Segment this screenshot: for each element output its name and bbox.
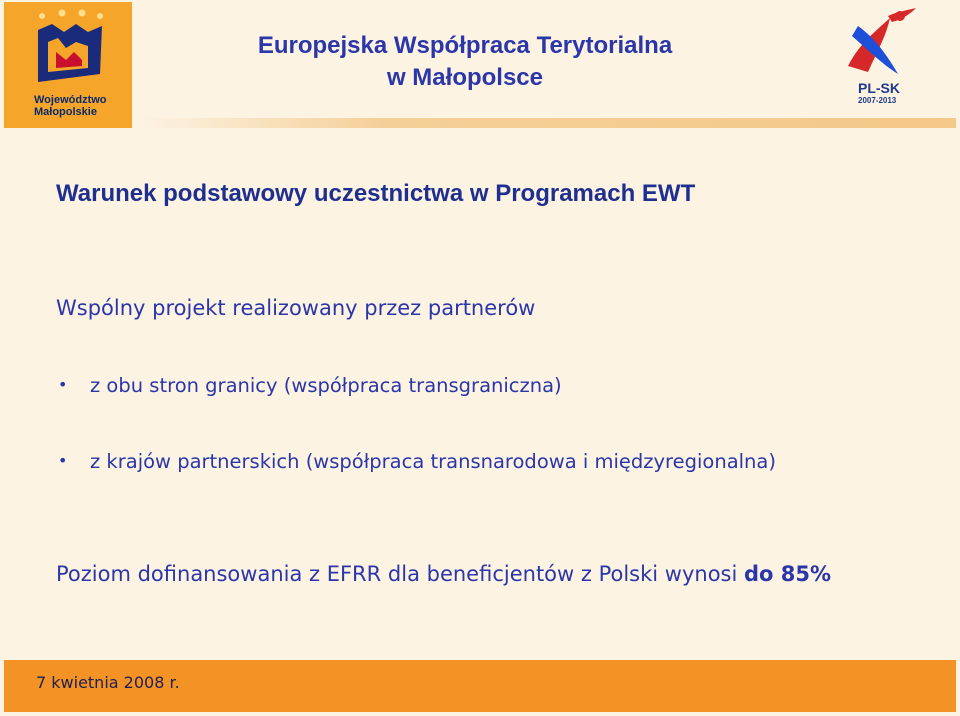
pl-sk-emblem-icon bbox=[838, 6, 922, 80]
funding-text bbox=[56, 562, 831, 586]
bullet-item bbox=[58, 374, 562, 397]
page-title-line2: w Małopolsce bbox=[386, 64, 544, 91]
page-title bbox=[150, 30, 780, 94]
logo-caption-line2: Małopolskie bbox=[34, 106, 97, 118]
logo-caption bbox=[34, 94, 107, 118]
bullet-item bbox=[58, 450, 776, 473]
pl-sk-logo-years: 2007-2013 bbox=[858, 96, 897, 105]
header-divider bbox=[140, 118, 956, 128]
bullet-text: z obu stron granicy (współpraca transgraniczna) bbox=[90, 374, 562, 397]
funding-label: Poziom dofinansowania z EFRR dla beneficjentów z Polski wynosi bbox=[56, 562, 738, 586]
pl-sk-logo-text: PL-SK bbox=[858, 80, 900, 96]
bullet-icon: • bbox=[58, 451, 68, 470]
intro-text: Wspólny projekt realizowany przez partnerów bbox=[56, 296, 536, 320]
malopolska-logo bbox=[4, 2, 132, 128]
page-title-line1: Europejska Współpraca Terytorialna bbox=[257, 32, 673, 59]
section-heading: Warunek podstawowy uczestnictwa w Programach EWT bbox=[56, 180, 696, 207]
bullet-icon: • bbox=[58, 375, 68, 394]
bullet-text: z krajów partnerskich (współpraca transnarodowa i międzyregionalna) bbox=[90, 450, 776, 473]
funding-value: do 85% bbox=[744, 562, 832, 586]
logo-caption-line1: Województwo bbox=[34, 94, 107, 106]
footer-date: 7 kwietnia 2008 r. bbox=[36, 673, 180, 692]
